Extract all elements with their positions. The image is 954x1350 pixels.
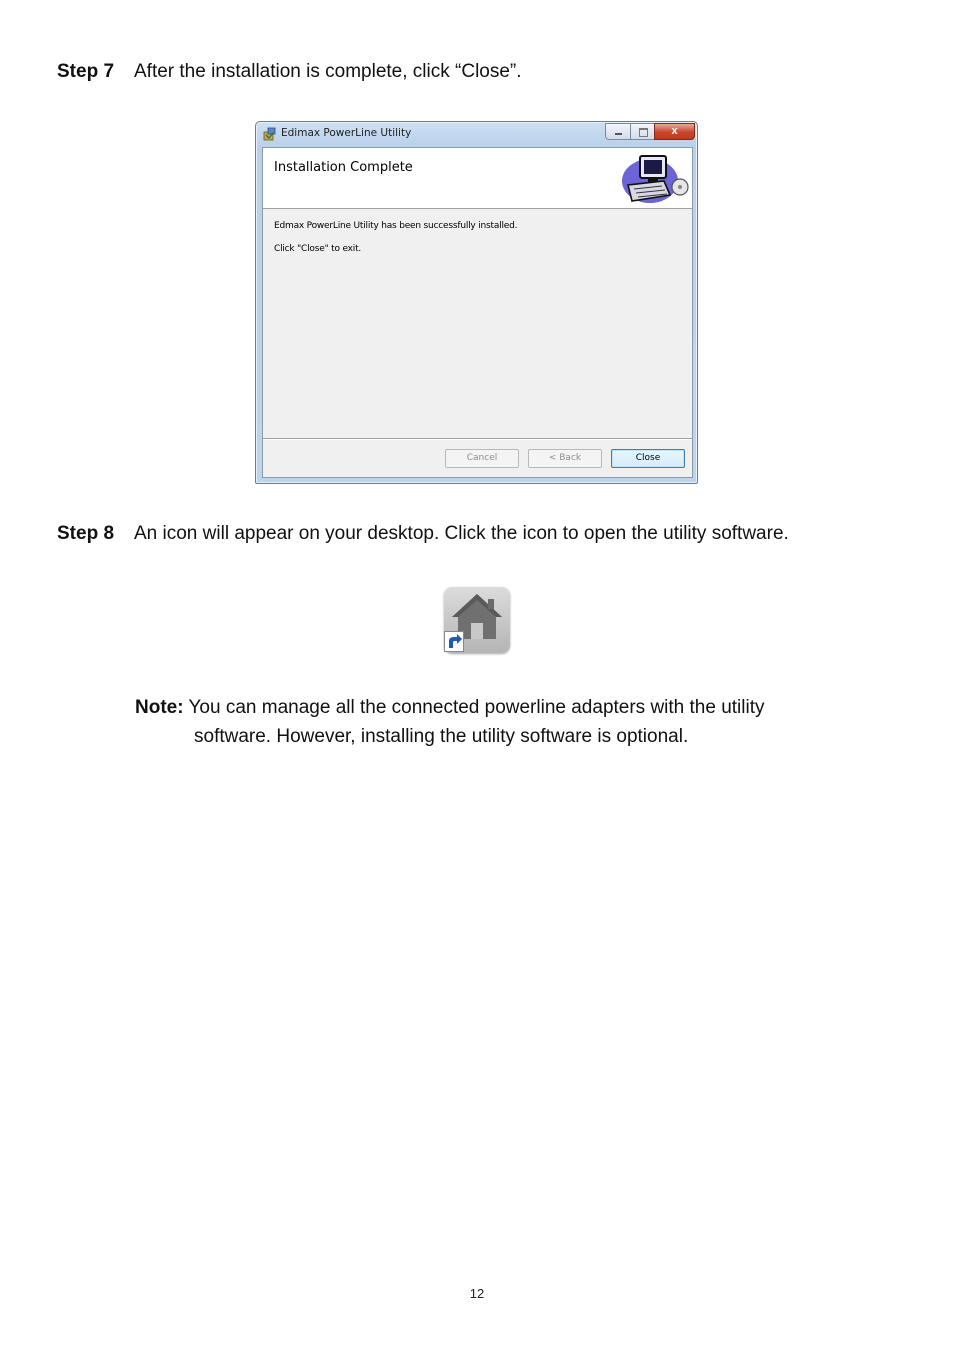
step-7-label: Step 7 — [57, 61, 115, 82]
installer-app-icon — [263, 127, 277, 141]
minimize-icon — [615, 133, 622, 135]
button-separator — [263, 438, 692, 440]
maximize-icon — [639, 128, 648, 137]
note-block — [135, 693, 855, 751]
computer-setup-icon — [620, 151, 692, 205]
success-message: Edmax PowerLine Utility has been successfully installed. — [274, 221, 518, 231]
page-number: 12 — [469, 1286, 485, 1301]
close-button[interactable]: Close — [611, 449, 685, 468]
installer-window — [255, 121, 698, 484]
note-line-2: software. However, installing the utility software is optional. — [194, 726, 689, 747]
shortcut-arrow-icon — [445, 632, 463, 651]
step-8-label: Step 8 — [57, 523, 115, 544]
close-icon: x — [671, 125, 678, 137]
step-8-text: An icon will appear on your desktop. Click the icon to open the utility software. — [134, 523, 789, 544]
step-8 — [57, 522, 789, 546]
wizard-banner — [263, 148, 692, 209]
window-close-button[interactable] — [654, 123, 695, 140]
desktop-shortcut[interactable] — [444, 587, 510, 653]
window-titlebar[interactable] — [256, 122, 697, 146]
exit-instruction: Click "Close" to exit. — [274, 244, 362, 254]
note-line-1: You can manage all the connected powerline adapters with the utility — [188, 697, 765, 718]
maximize-button[interactable] — [630, 123, 655, 140]
step-7 — [57, 60, 522, 84]
shortcut-overlay — [444, 631, 464, 652]
step-7-text: After the installation is complete, click “Close”. — [134, 61, 522, 82]
back-button[interactable]: < Back — [528, 449, 602, 468]
window-client-area — [262, 147, 693, 478]
note-label: Note: — [135, 697, 184, 718]
cancel-button[interactable]: Cancel — [445, 449, 519, 468]
wizard-heading: Installation Complete — [274, 160, 413, 175]
window-title: Edimax PowerLine Utility — [281, 127, 412, 139]
minimize-button[interactable] — [605, 123, 631, 140]
